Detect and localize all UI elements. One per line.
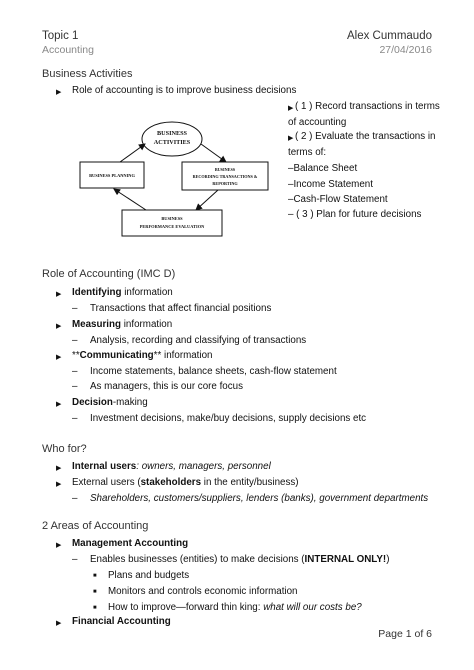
enables-dash: – bbox=[72, 554, 78, 565]
step2-arrow-icon: ▶ bbox=[288, 135, 294, 142]
measuring-sub: Analysis, recording and classifying of transactions bbox=[90, 335, 307, 346]
plans-item: Plans and budgets bbox=[108, 570, 190, 581]
recording-label-2: RECORDING TRANSACTIONS & bbox=[192, 174, 258, 179]
improve-item: How to improve—forward thin king: what will our costs be? bbox=[108, 602, 362, 613]
decision-arrow-icon: ▶ bbox=[56, 401, 62, 408]
cash-flow-line: –Cash-Flow Statement bbox=[288, 194, 388, 205]
identifying-sub: Transactions that affect financial positions bbox=[90, 303, 272, 314]
decision-sub: Investment decisions, make/buy decisions, supply decisions etc bbox=[90, 413, 367, 424]
mgmt-arrow-icon: ▶ bbox=[56, 542, 62, 549]
evaluation-label-2: PERFORMANCE EVALUATION bbox=[139, 224, 205, 229]
section-title-who-for: Who for? bbox=[42, 443, 87, 455]
fin-arrow-icon: ▶ bbox=[56, 620, 62, 627]
arrow-recording-to-evaluation bbox=[196, 190, 218, 210]
improve-square-icon: ■ bbox=[93, 605, 97, 611]
section-title-role-of-accounting: Role of Accounting (IMC D) bbox=[42, 268, 176, 280]
financial-accounting-item: Financial Accounting bbox=[72, 616, 171, 627]
step2-line2: terms of: bbox=[288, 147, 327, 158]
step3-line: – ( 3 ) Plan for future decisions bbox=[288, 209, 422, 220]
arrow-planning-to-center bbox=[120, 144, 145, 162]
arrow-center-to-recording bbox=[201, 144, 226, 162]
author-name: Alex Cummaudo bbox=[346, 30, 432, 42]
section-title-business-activities: Business Activities bbox=[42, 68, 133, 80]
evaluation-label-1: BUSINESS bbox=[161, 216, 183, 221]
business-activities-diagram bbox=[68, 112, 278, 242]
external-arrow-icon: ▶ bbox=[56, 481, 62, 488]
internal-arrow-icon: ▶ bbox=[56, 465, 62, 472]
external-sub: Shareholders, customers/suppliers, lenders (banks), government departments bbox=[90, 493, 429, 504]
management-accounting-item: Management Accounting bbox=[72, 538, 189, 549]
monitors-item: Monitors and controls economic information bbox=[108, 586, 298, 597]
identifying-item: Identifying information bbox=[72, 287, 173, 298]
center-label-1: BUSINESS bbox=[157, 130, 187, 137]
decision-dash: – bbox=[72, 413, 78, 424]
communicating-sub-2: As managers, this is our core focus bbox=[90, 381, 244, 392]
measuring-item: Measuring information bbox=[72, 319, 173, 330]
monitors-square-icon: ■ bbox=[93, 589, 97, 595]
communicating-sub-1: Income statements, balance sheets, cash-flow statement bbox=[90, 366, 337, 377]
recording-label-3: REPORTING bbox=[212, 181, 238, 186]
topic-title: Topic 1 bbox=[42, 30, 79, 42]
external-users-item: External users (stakeholders in the entity/business) bbox=[72, 477, 299, 488]
step1-line1: ( 1 ) Record transactions in terms bbox=[295, 101, 440, 112]
bullet-text: Role of accounting is to improve business decisions bbox=[72, 85, 297, 96]
communicating-item: **Communicating** information bbox=[72, 350, 213, 361]
page-number: Page 1 of 6 bbox=[378, 628, 432, 640]
arrow-evaluation-to-planning bbox=[114, 189, 146, 210]
internal-users-item: Internal users: owners, managers, personnel bbox=[72, 461, 271, 472]
communicating-dash-2: – bbox=[72, 381, 78, 392]
step2-line1: ( 2 ) Evaluate the transactions in bbox=[295, 131, 436, 142]
decision-item: Decision-making bbox=[72, 397, 148, 408]
enables-line: Enables businesses (entities) to make decisions (INTERNAL ONLY!) bbox=[90, 554, 390, 565]
subject-label: Accounting bbox=[42, 44, 94, 56]
bullet-arrow-icon: ▶ bbox=[56, 89, 62, 96]
identifying-dash: – bbox=[72, 303, 78, 314]
identifying-arrow-icon: ▶ bbox=[56, 291, 62, 298]
section-title-areas: 2 Areas of Accounting bbox=[42, 520, 149, 532]
income-statement-line: –Income Statement bbox=[288, 179, 373, 190]
measuring-arrow-icon: ▶ bbox=[56, 323, 62, 330]
recording-label-1: BUSINESS bbox=[214, 167, 236, 172]
communicating-arrow-icon: ▶ bbox=[56, 354, 62, 361]
measuring-dash: – bbox=[72, 335, 78, 346]
center-label-2: ACTIVITIES bbox=[153, 139, 191, 146]
step1-arrow-icon: ▶ bbox=[288, 105, 294, 112]
step1-line2: of accounting bbox=[288, 117, 347, 128]
external-dash: – bbox=[72, 493, 78, 504]
evaluation-box bbox=[122, 210, 222, 236]
plans-square-icon: ■ bbox=[93, 573, 97, 579]
planning-label: BUSINESS PLANNING bbox=[89, 173, 135, 178]
balance-sheet-line: –Balance Sheet bbox=[288, 163, 358, 174]
date-label: 27/04/2016 bbox=[379, 44, 432, 56]
communicating-dash-1: – bbox=[72, 366, 78, 377]
